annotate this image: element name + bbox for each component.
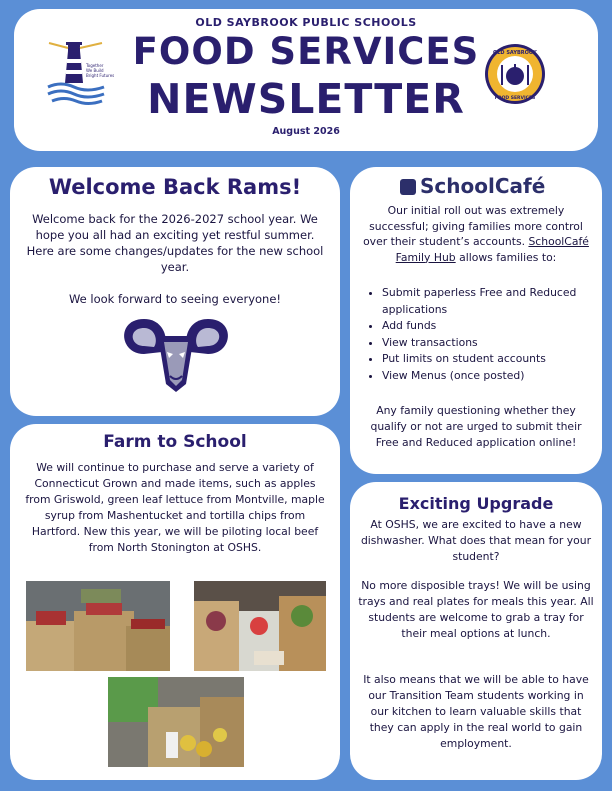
schoolcafe-closing: Any family questioning whether they qualify or not are urged to submit their Free and Reduced application online!	[370, 404, 582, 449]
list-item: • View Menus (once posted)	[382, 368, 596, 385]
lighthouse-text2: We Build	[86, 68, 104, 73]
schoolcafe-intro-part2: allows families to:	[455, 250, 557, 264]
schoolcafe-intro-part1: Our initial roll out was extremely successful; giving families more control over their student’s accounts.	[363, 204, 583, 248]
produce-boxes-photo	[194, 581, 326, 671]
org-name: OLD SAYBROOK PUBLIC SCHOOLS	[195, 16, 417, 29]
list-item: • Put limits on student accounts	[382, 351, 596, 368]
upgrade-para1: At OSHS, we are excited to have a new dishwasher. What does that mean for your student?	[360, 518, 592, 563]
welcome-para1: Welcome back for the 2026-2027 school year. We hope you all had an exciting yet restful summer. Here are some changes/updates for the new school year.	[26, 212, 324, 274]
lighthouse-text1: Together	[86, 63, 104, 68]
welcome-card	[10, 167, 340, 416]
farm-paragraph: We will continue to purchase and serve a variety of Connecticut Grown and made items, such as apples from Griswold, green leaf lettuce from Montville, maple syrup from Mashentucket and tortilla chips from Hartford. New this year, we will be piloting local beef from North Stonington at OSHS.	[25, 461, 325, 554]
welcome-heading: Welcome Back Rams!	[48, 175, 302, 199]
farm-to-school-card	[10, 424, 340, 780]
food-services-badge-icon	[484, 43, 546, 105]
schoolcafe-card	[350, 167, 602, 474]
badge-text-bottom: FOOD SERVICES	[494, 96, 536, 101]
vegetables-photo	[108, 677, 244, 767]
list-item: • View transactions	[382, 335, 596, 352]
title-line2: NEWSLETTER	[147, 75, 465, 123]
schoolcafe-logo	[400, 174, 545, 198]
lighthouse-text3: Bright Futures	[86, 73, 115, 78]
schoolcafe-feature-list	[360, 285, 596, 384]
welcome-para2: We look forward to seeing everyone!	[68, 292, 282, 306]
apples-crates-photo	[26, 581, 170, 671]
list-item: • Add funds	[382, 318, 596, 335]
schoolcafe-intro	[358, 203, 594, 265]
upgrade-para2: No more disposible trays! We will be using trays and real plates for meals this year. All students are welcome to grab a tray for their meal options at lunch.	[358, 579, 594, 640]
upgrade-para3: It also means that we will be able to have our Transition Team students working in our kitchen to learn valuable skills that they can apply in the real world to gain employment.	[363, 673, 589, 750]
farm-heading: Farm to School	[103, 432, 247, 452]
schoolcafe-family-hub-link[interactable]: SchoolCafé Family Hub	[395, 235, 589, 264]
welcome-paragraph	[24, 211, 326, 307]
schoolcafe-logo-text: SchoolCafé	[420, 174, 546, 198]
lighthouse-logo-icon	[46, 39, 115, 107]
badge-text-top: OLD SAYBROOK	[493, 50, 537, 56]
title-line1: FOOD SERVICES	[132, 30, 480, 73]
list-item: • Submit paperless Free and Reduced applications	[382, 285, 596, 318]
upgrade-heading: Exciting Upgrade	[398, 494, 554, 513]
exciting-upgrade-card	[350, 482, 602, 780]
newsletter-date: August 2026	[272, 126, 340, 137]
schoolcafe-s-icon	[400, 179, 416, 195]
ram-mascot-icon	[114, 314, 238, 394]
